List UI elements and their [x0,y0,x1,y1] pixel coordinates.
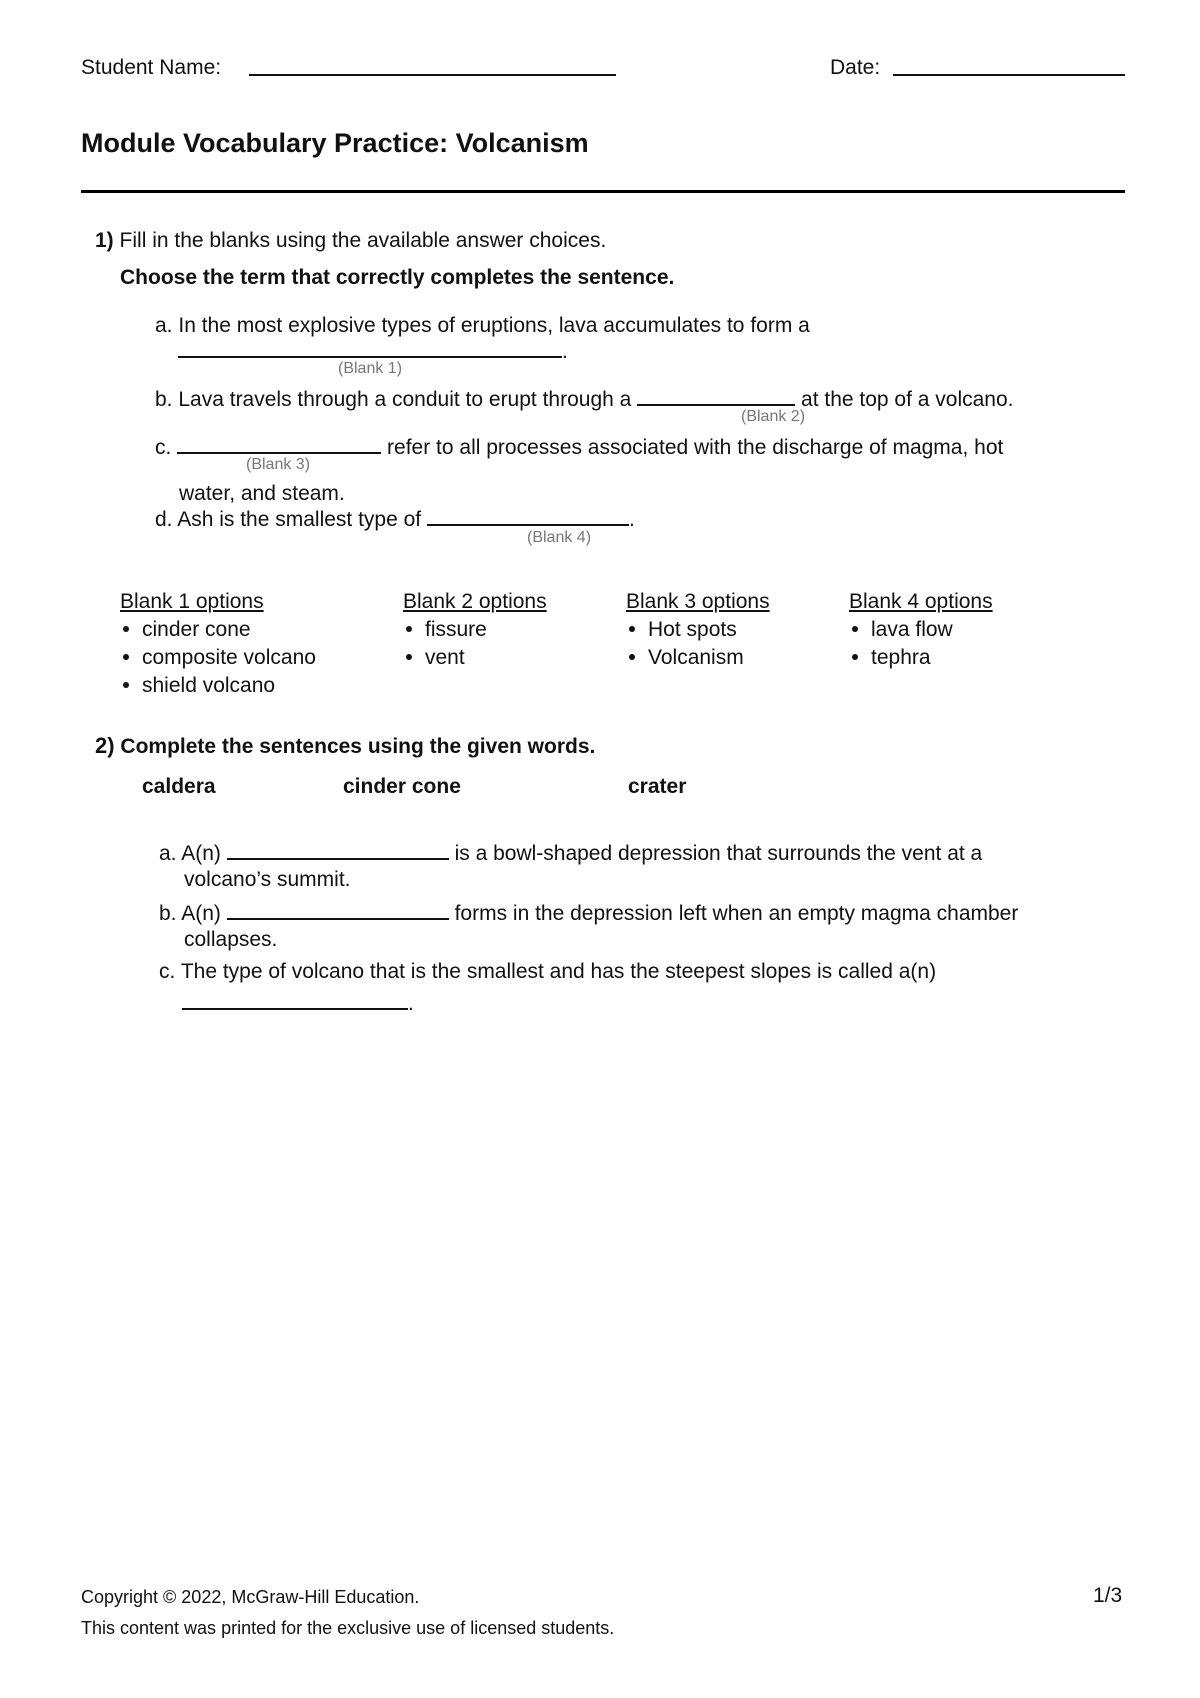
q2-b-blank-field[interactable] [227,900,449,920]
q2-item-b [159,900,1018,926]
q2-a-text: is a bowl-shaped depression that surrounds the vent at a [454,842,983,865]
page-number: 1/3 [1093,1584,1123,1607]
blank-4-options [849,590,993,672]
blank-3-options [626,590,770,672]
blank-2-field[interactable] [637,386,795,406]
blank-1-field[interactable] [178,338,562,358]
q1-item-a [155,314,810,338]
list-item: shield volcano [120,672,316,700]
blank-4-options-heading: Blank 4 options [849,590,993,613]
blank-1-options [120,590,316,700]
q2-b-prefix: b. [159,902,177,925]
page-title: Module Vocabulary Practice: Volcanism [81,128,589,158]
q1-b-prefix: b. [155,388,173,411]
list-item: Hot spots [626,616,770,644]
q1-c-text: refer to all processes associated with the discharge of magma, hot [387,436,1004,459]
q2-a-lead: A(n) [181,842,221,865]
blank-2-options [403,590,547,672]
blank-3-field[interactable] [177,434,381,454]
q2-a-blank-field[interactable] [227,840,449,860]
q2-c-text: The type of volcano that is the smallest and has the steepest slopes is called a(n) [180,960,937,983]
blank-1-tag: (Blank 1) [338,360,403,377]
q2-b-cont: collapses. [184,928,278,951]
blank-4-field[interactable] [427,506,629,526]
student-name-label: Student Name: [81,56,222,79]
q2-a-prefix: a. [159,842,177,865]
blank-2-options-heading: Blank 2 options [403,590,547,613]
q2-c-prefix: c. [159,960,176,983]
title-divider [81,190,1125,193]
q1-a-prefix: a. [155,314,173,337]
licensed-notice: This content was printed for the exclusive use of licensed students. [81,1618,615,1638]
q2-c-blank-line [182,990,414,1016]
student-name-field[interactable] [249,74,616,76]
q2-item-a [159,840,982,866]
q2-c-end: . [408,992,414,1015]
blank-1-options-heading: Blank 1 options [120,590,264,613]
blank-3-options-heading: Blank 3 options [626,590,770,613]
list-item: cinder cone [120,616,316,644]
q1-d-text: Ash is the smallest type of [177,508,422,531]
q1-c-prefix: c. [155,436,172,459]
copyright-text: Copyright © 2022, McGraw-Hill Education. [81,1587,420,1607]
q1-a-end: . [562,340,568,363]
word-bank-3: crater [628,775,687,798]
date-field[interactable] [893,74,1125,76]
q1-line [95,229,606,253]
list-item: lava flow [849,616,993,644]
list-item: Volcanism [626,644,770,672]
list-item: fissure [403,616,547,644]
q2-b-lead: A(n) [181,902,221,925]
q2-instruction: Complete the sentences using the given words. [120,735,596,758]
date-label: Date: [830,56,881,79]
q1-d-end: . [629,508,635,531]
q1-number: 1) [95,229,114,252]
q1-b-text: Lava travels through a conduit to erupt through a [178,388,632,411]
q2-line [95,733,595,759]
q2-c-blank-field[interactable] [182,990,408,1010]
word-bank-1: caldera [142,775,216,798]
q1-b-text-after: at the top of a volcano. [801,388,1014,411]
q2-item-c [159,960,936,984]
q2-number: 2) [95,733,115,758]
list-item: vent [403,644,547,672]
blank-3-tag: (Blank 3) [246,456,311,473]
q1-subinstruction: Choose the term that correctly completes the sentence. [120,266,675,289]
q2-a-cont: volcano’s summit. [184,868,351,891]
list-item: composite volcano [120,644,316,672]
q1-instruction: Fill in the blanks using the available answer choices. [119,229,607,252]
q1-c-text-cont: water, and steam. [179,482,345,505]
blank-4-tag: (Blank 4) [527,529,592,546]
list-item: tephra [849,644,993,672]
q1-item-b [155,386,1014,412]
blank-2-tag: (Blank 2) [741,408,806,425]
q1-d-prefix: d. [155,508,173,531]
q1-a-text: In the most explosive types of eruptions, lava accumulates to form a [178,314,810,337]
word-bank-2: cinder cone [343,775,461,798]
q2-b-text: forms in the depression left when an empty magma chamber [454,902,1019,925]
